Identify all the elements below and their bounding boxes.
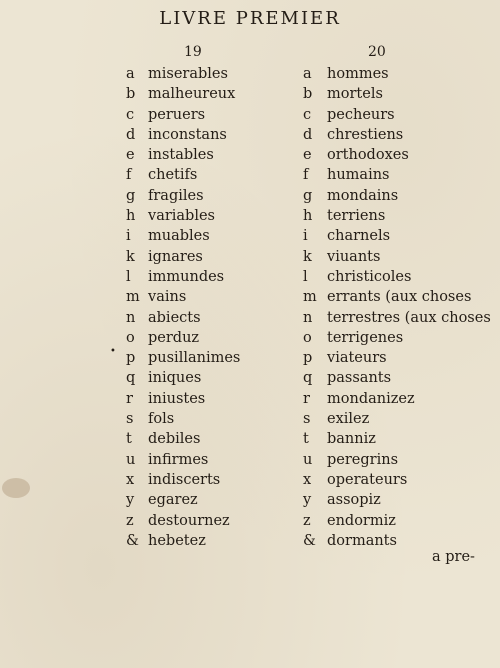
item-word: peruers xyxy=(148,106,206,123)
item-word: debiles xyxy=(148,431,201,448)
item-word: vains xyxy=(148,289,187,306)
item-word: indiscerts xyxy=(148,471,221,488)
item-letter: r xyxy=(303,390,310,407)
item-letter: m xyxy=(303,289,317,306)
item-word: infirmes xyxy=(148,451,209,468)
item-word: immundes xyxy=(148,268,225,285)
margin-dot: • xyxy=(110,346,116,357)
item-letter: & xyxy=(303,532,316,549)
item-word: pecheurs xyxy=(327,106,395,123)
item-word: inconstans xyxy=(148,126,227,143)
item-word: endormiz xyxy=(327,512,396,529)
item-word: viuants xyxy=(327,248,381,265)
item-letter: o xyxy=(303,329,312,346)
list-item xyxy=(126,409,296,429)
item-letter: p xyxy=(126,350,136,367)
item-word: errants (aux choses xyxy=(327,289,472,306)
catchword: a pre- xyxy=(432,549,475,565)
list-item xyxy=(303,145,495,165)
item-letter: e xyxy=(126,147,135,164)
item-letter: m xyxy=(126,289,140,306)
item-letter: f xyxy=(303,167,309,184)
list-item xyxy=(303,490,495,510)
item-letter: s xyxy=(303,411,311,428)
list-item xyxy=(126,368,296,388)
list-item xyxy=(303,186,495,206)
item-word: destournez xyxy=(148,512,230,529)
item-word: viateurs xyxy=(327,350,387,367)
item-letter: i xyxy=(303,228,308,245)
list-item xyxy=(126,470,296,490)
list-item xyxy=(126,389,296,409)
item-letter: c xyxy=(126,106,135,123)
list-item xyxy=(303,470,495,490)
list-item xyxy=(126,206,296,226)
item-letter: i xyxy=(126,228,131,245)
list-item xyxy=(126,308,296,328)
list-item xyxy=(303,348,495,368)
item-word: perduz xyxy=(148,329,200,346)
item-letter: d xyxy=(126,126,136,143)
list-item xyxy=(126,125,296,145)
item-letter: b xyxy=(303,86,313,103)
item-letter: r xyxy=(126,390,133,407)
right-word-column xyxy=(303,64,495,551)
item-letter: o xyxy=(126,329,135,346)
list-item xyxy=(126,328,296,348)
list-item xyxy=(303,165,495,185)
list-item xyxy=(126,287,296,307)
item-word: banniz xyxy=(327,431,376,448)
item-word: egarez xyxy=(148,492,198,509)
list-item xyxy=(303,308,495,328)
item-word: abiects xyxy=(148,309,201,326)
list-item xyxy=(126,511,296,531)
item-letter: q xyxy=(126,370,136,387)
item-word: terrestres (aux choses xyxy=(327,309,491,326)
list-item xyxy=(126,429,296,449)
item-word: exilez xyxy=(327,411,370,428)
item-letter: & xyxy=(126,532,139,549)
list-item xyxy=(126,165,296,185)
list-item xyxy=(303,267,495,287)
item-word: terriens xyxy=(327,208,386,225)
list-item xyxy=(126,186,296,206)
list-item xyxy=(126,226,296,246)
list-item xyxy=(126,84,296,104)
item-letter: t xyxy=(126,431,132,448)
item-letter: n xyxy=(303,309,313,326)
item-word: humains xyxy=(327,167,390,184)
list-item xyxy=(303,389,495,409)
item-word: instables xyxy=(148,147,214,164)
item-word: ignares xyxy=(148,248,203,265)
list-item xyxy=(303,84,495,104)
item-letter: q xyxy=(303,370,313,387)
item-word: chetifs xyxy=(148,167,198,184)
list-item xyxy=(303,125,495,145)
item-letter: d xyxy=(303,126,313,143)
list-item xyxy=(303,368,495,388)
list-item xyxy=(126,105,296,125)
item-word: passants xyxy=(327,370,392,387)
item-letter: y xyxy=(303,492,312,509)
item-letter: f xyxy=(126,167,132,184)
item-word: hebetez xyxy=(148,532,206,549)
item-letter: g xyxy=(303,187,313,204)
item-letter: x xyxy=(303,471,312,488)
list-item xyxy=(126,490,296,510)
left-word-column xyxy=(126,64,296,551)
item-letter: h xyxy=(303,208,313,225)
paper-stain xyxy=(2,478,30,498)
list-item xyxy=(303,511,495,531)
item-word: chrestiens xyxy=(327,126,404,143)
list-item xyxy=(303,105,495,125)
item-word: orthodoxes xyxy=(327,147,409,164)
item-letter: l xyxy=(126,268,131,285)
folio-left: 19 xyxy=(184,44,202,60)
item-letter: u xyxy=(303,451,313,468)
item-letter: z xyxy=(303,512,311,529)
item-word: mondanizez xyxy=(327,390,415,407)
item-letter: z xyxy=(126,512,134,529)
item-letter: k xyxy=(126,248,135,265)
list-item xyxy=(303,409,495,429)
item-letter: n xyxy=(126,309,136,326)
item-letter: x xyxy=(126,471,135,488)
item-letter: g xyxy=(126,187,136,204)
list-item xyxy=(303,450,495,470)
list-item xyxy=(126,145,296,165)
item-word: christicoles xyxy=(327,268,412,285)
list-item xyxy=(126,267,296,287)
list-item xyxy=(303,64,495,84)
item-letter: e xyxy=(303,147,312,164)
item-letter: t xyxy=(303,431,309,448)
item-letter: y xyxy=(126,492,135,509)
item-letter: s xyxy=(126,411,134,428)
item-word: mortels xyxy=(327,86,383,103)
list-item xyxy=(126,450,296,470)
item-letter: p xyxy=(303,350,313,367)
item-word: mondains xyxy=(327,187,399,204)
item-letter: u xyxy=(126,451,136,468)
list-item xyxy=(303,247,495,267)
item-letter: b xyxy=(126,86,136,103)
item-word: miserables xyxy=(148,66,228,82)
list-item xyxy=(303,287,495,307)
item-word: iniustes xyxy=(148,390,206,407)
item-word: assopiz xyxy=(327,492,381,509)
item-letter: c xyxy=(303,106,312,123)
item-letter: a xyxy=(126,66,135,82)
item-word: hommes xyxy=(327,66,389,82)
item-word: peregrins xyxy=(327,451,399,468)
item-word: variables xyxy=(148,208,215,225)
item-word: charnels xyxy=(327,228,391,245)
folio-right: 20 xyxy=(368,44,386,60)
list-item xyxy=(126,64,296,84)
item-word: fragiles xyxy=(148,187,204,204)
list-item xyxy=(303,429,495,449)
list-item xyxy=(303,328,495,348)
item-letter: l xyxy=(303,268,308,285)
list-item xyxy=(126,247,296,267)
item-letter: h xyxy=(126,208,136,225)
page-header: LIVRE PREMIER xyxy=(159,8,341,29)
list-item xyxy=(303,226,495,246)
list-item xyxy=(126,348,296,368)
item-word: terrigenes xyxy=(327,329,404,346)
list-item xyxy=(303,206,495,226)
item-word: pusillanimes xyxy=(148,350,241,367)
item-letter: a xyxy=(303,66,312,82)
item-word: iniques xyxy=(148,370,202,387)
item-word: muables xyxy=(148,228,210,245)
item-letter: k xyxy=(303,248,312,265)
item-word: dormants xyxy=(327,532,397,549)
item-word: operateurs xyxy=(327,471,408,488)
item-word: fols xyxy=(148,411,175,428)
item-word: malheureux xyxy=(148,86,236,103)
list-item xyxy=(126,531,296,551)
